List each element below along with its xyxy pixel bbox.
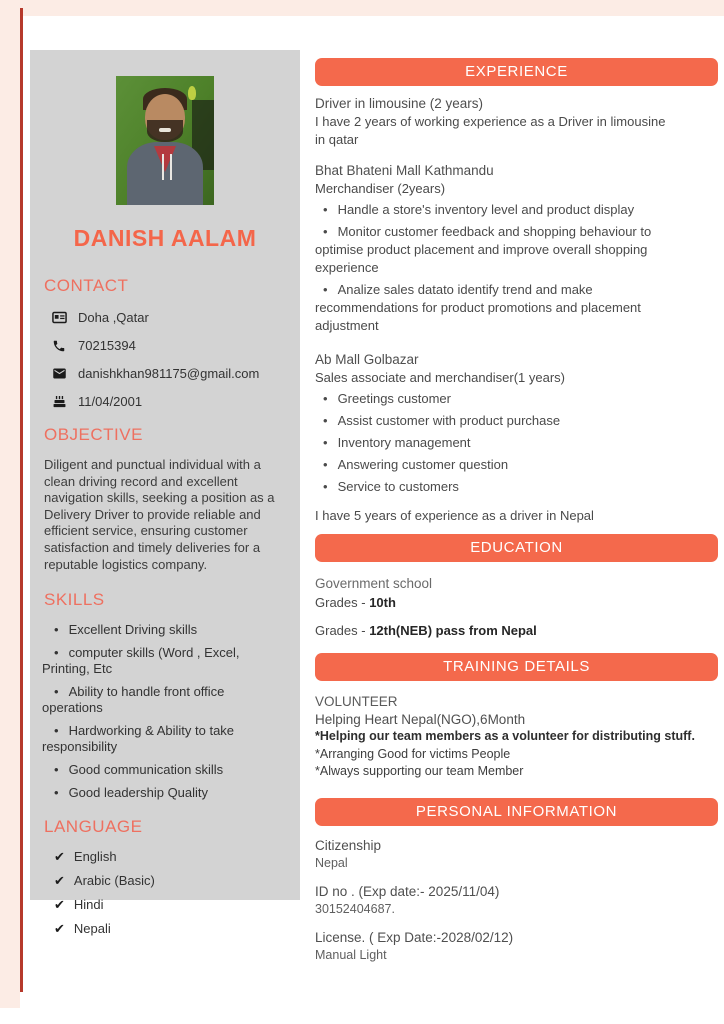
education-grade-2 <box>315 622 718 640</box>
personal-entry-citizenship <box>315 837 718 872</box>
training-note: *Arranging Good for victims People <box>315 746 511 761</box>
bullet-icon: • <box>323 435 328 450</box>
bullet-point: • Service to customers <box>323 479 459 494</box>
profile-photo <box>116 76 214 205</box>
objective-text: Diligent and punctual individual with a clean driving record and excellent navigation skills, seeking a position as a Delivery Driver to provide reliable and efficient service, ensuring customer satisfaction and timely deliveries for a reputable logistics company. <box>44 457 275 572</box>
birthday-cake-icon <box>52 394 67 409</box>
personal-value: 30152404687. <box>315 901 395 916</box>
contact-item-phone <box>52 338 288 353</box>
skill-item: • computer skills (Word , Excel, Printing, Etc <box>42 645 240 677</box>
language-item: ✔ English <box>54 849 117 865</box>
personal-entry-license <box>315 929 718 964</box>
job2-role: Merchandiser (2years) <box>315 181 446 196</box>
bullet-icon: • <box>323 202 328 217</box>
checkmark-icon: ✔ <box>54 921 65 937</box>
language-heading: LANGUAGE <box>44 817 143 837</box>
contact-address-text: Doha ,Qatar <box>78 310 149 325</box>
checkmark-icon: ✔ <box>54 849 65 865</box>
training-note: *Always supporting our team Member <box>315 764 524 778</box>
job3-title: Ab Mall Golbazar <box>315 352 419 367</box>
skill-item: • Ability to handle front office operations <box>42 684 225 716</box>
job3-role: Sales associate and merchandiser(1 years) <box>315 370 566 385</box>
objective-heading: OBJECTIVE <box>44 425 143 444</box>
training-section-header: TRAINING DETAILS <box>315 653 718 681</box>
bullet-icon: • <box>54 762 59 778</box>
personal-label: License. ( Exp Date:-2028/02/12) <box>315 929 514 945</box>
checkmark-icon: ✔ <box>54 873 65 889</box>
bullet-icon: • <box>54 684 59 700</box>
contact-heading: CONTACT <box>44 276 129 295</box>
contact-phone-text: 70215394 <box>78 338 136 353</box>
bullet-icon: • <box>323 224 328 239</box>
personal-label: ID no . (Exp date:- 2025/11/04) <box>315 883 500 899</box>
contact-birthdate-text: 11/04/2001 <box>78 394 143 409</box>
sidebar <box>30 50 300 937</box>
email-icon <box>52 366 67 381</box>
personal-label: Citizenship <box>315 837 382 853</box>
candidate-name: DANISH AALAM <box>73 225 257 251</box>
grade-label: Grades - <box>315 595 370 610</box>
skills-list <box>42 622 288 801</box>
bullet-icon: • <box>54 723 59 739</box>
job1-description: I have 2 years of working experience as a Driver in limousine in qatar <box>315 114 666 147</box>
personal-value: Manual Light <box>315 947 387 962</box>
checkmark-icon: ✔ <box>54 897 65 913</box>
bullet-point: • Greetings customer <box>323 391 451 406</box>
bullet-icon: • <box>323 282 328 297</box>
contact-item-birthdate <box>52 394 288 409</box>
grade-value: 12th(NEB) pass from Nepal <box>369 623 537 638</box>
grade-label: Grades - <box>315 623 370 638</box>
phone-icon <box>52 338 67 353</box>
language-item: ✔ Nepali <box>54 921 111 937</box>
contact-item-email <box>52 366 288 381</box>
bullet-point: • Answering customer question <box>323 457 509 472</box>
bullet-point: • Monitor customer feedback and shopping behaviour to optimise product placement and improve overall shopping experience <box>315 224 652 275</box>
training-note: *Helping our team members as a volunteer for distributing stuff. <box>315 729 695 743</box>
bullet-icon: • <box>54 645 59 661</box>
bullet-point: • Inventory management <box>323 435 471 450</box>
skill-item: • Good communication skills <box>54 762 224 778</box>
personal-value: Nepal <box>315 855 348 870</box>
bullet-point: • Assist customer with product purchase <box>323 413 561 428</box>
bullet-icon: • <box>323 479 328 494</box>
language-list <box>42 849 288 937</box>
training-organization: Helping Heart Nepal(NGO),6Month <box>315 711 526 727</box>
personal-entry-id <box>315 883 718 918</box>
job3-bullets <box>315 390 677 496</box>
experience-note: I have 5 years of experience as a driver in Nepal <box>315 508 594 523</box>
grade-value: 10th <box>369 595 396 610</box>
skill-item: • Excellent Driving skills <box>54 622 198 638</box>
contact-item-address <box>52 310 288 325</box>
bullet-icon: • <box>323 413 328 428</box>
education-grade-1 <box>315 594 718 612</box>
bullet-icon: • <box>323 457 328 472</box>
skill-item: • Good leadership Quality <box>54 785 209 801</box>
bullet-icon: • <box>54 785 59 801</box>
main-column <box>315 45 718 964</box>
personal-section-header: PERSONAL INFORMATION <box>315 798 718 826</box>
education-section-header: EDUCATION <box>315 534 718 562</box>
job2-title: Bhat Bhateni Mall Kathmandu <box>315 163 494 178</box>
language-item: ✔ Arabic (Basic) <box>54 873 155 889</box>
contact-list <box>42 310 288 409</box>
contact-email-text: danishkhan981175@gmail.com <box>78 366 260 381</box>
skill-item: • Hardworking & Ability to take responsibility <box>42 723 235 755</box>
language-item: ✔ Hindi <box>54 897 104 913</box>
skills-heading: SKILLS <box>44 590 105 610</box>
bullet-icon: • <box>54 622 59 638</box>
job1-title: Driver in limousine (2 years) <box>315 96 484 111</box>
left-accent-line <box>20 8 23 992</box>
training-volunteer-label: VOLUNTEER <box>315 694 398 709</box>
education-school: Government school <box>315 576 433 591</box>
bullet-point: • Analize sales datato identify trend and make recommendations for product promotions and placement adjustment <box>315 282 641 333</box>
bullet-icon: • <box>323 391 328 406</box>
experience-section-header: EXPERIENCE <box>315 58 718 86</box>
training-details <box>315 693 718 781</box>
job2-bullets <box>315 201 677 335</box>
id-card-icon <box>52 310 67 325</box>
bullet-point: • Handle a store's inventory level and product display <box>323 202 635 217</box>
